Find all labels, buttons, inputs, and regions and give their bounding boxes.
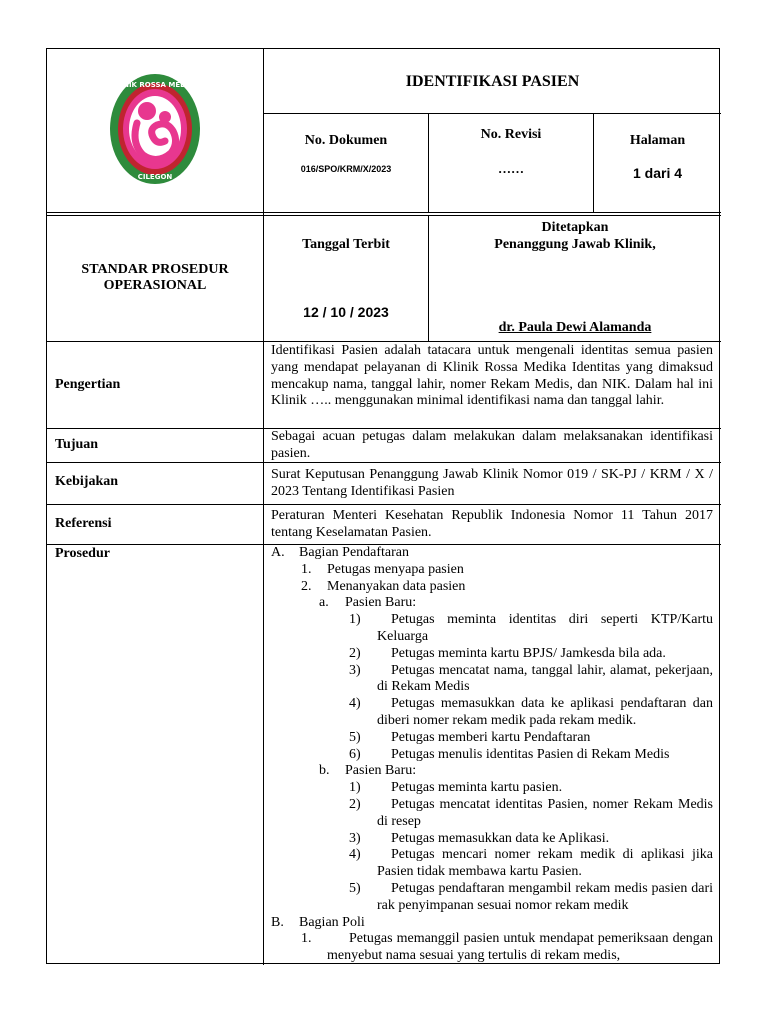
halaman-label: Halaman: [629, 133, 686, 148]
subsection-b-item: [271, 831, 713, 848]
document-title: IDENTIFIKASI PASIEN: [405, 73, 580, 90]
section-b-num: B.: [271, 914, 284, 930]
item-a2-num: 2.: [301, 578, 312, 594]
subsection-b-item-text: Petugas mencatat identitas Pasien, nomer Rekam Medis di resep: [377, 796, 713, 829]
subsection-a-item-num: 4): [349, 696, 361, 712]
subsection-b-list: [271, 780, 713, 914]
item-a2-text: Menanyakan data pasien: [327, 578, 466, 594]
item-a2: [271, 579, 713, 596]
tujuan-text: Sebagai acuan petugas dalam melakukan dalam melaksanakan identifikasi pasien.: [271, 429, 713, 461]
tanggal-terbit-label: Tanggal Terbit: [302, 237, 390, 252]
signer-name: dr. Paula Dewi Alamanda: [498, 320, 652, 335]
prosedur-content: [271, 545, 713, 965]
item-b1-num: 1.: [301, 931, 312, 947]
subsection-b-item: [271, 797, 713, 831]
subsection-b-item-num: 5): [349, 880, 361, 896]
subsection-b-item-num: 4): [349, 847, 361, 863]
no-dokumen-value: 016/SPO/KRM/X/2023: [300, 164, 392, 174]
subsection-a-item-num: 2): [349, 645, 361, 661]
section-b-title: Bagian Poli: [299, 914, 365, 930]
subsection-b-item-text: Petugas memasukkan data ke Aplikasi.: [391, 830, 610, 846]
subsection-a-item: [271, 612, 713, 646]
clinic-logo-icon: [109, 73, 201, 185]
subsection-a-item-num: 6): [349, 746, 361, 762]
subsection-a-item: [271, 646, 713, 663]
subsection-a: [271, 595, 713, 612]
no-revisi-value: ……: [498, 161, 524, 176]
item-a1-text: Petugas menyapa pasien: [327, 561, 464, 577]
subsection-a-item-text: Petugas meminta identitas diri seperti KTP/Kartu Keluarga: [377, 612, 713, 644]
kebijakan-text: Surat Keputusan Penanggung Jawab Klinik Nomor 019 / SK-PJ / KRM / X / 2023 Tentang Identifikasi Pasien: [271, 467, 713, 499]
logo-text-top: KLINIK ROSSA MEDIKA: [110, 81, 200, 89]
item-a1-num: 1.: [301, 561, 312, 577]
subsection-a-item: [271, 663, 713, 697]
tanggal-terbit-value: 12 / 10 / 2023: [303, 304, 389, 320]
subsection-b-item-num: 1): [349, 780, 361, 796]
subsection-a-item-text: Petugas meminta kartu BPJS/ Jamkesda bila ada.: [391, 645, 666, 661]
subsection-a-item-text: Petugas memasukkan data ke aplikasi pendaftaran dan diberi nomer rekam medik pada rekam medik.: [377, 696, 713, 728]
subsection-a-item-num: 5): [349, 729, 361, 745]
title-divider: [263, 113, 721, 114]
no-dokumen-label: No. Dokumen: [304, 133, 388, 148]
subsection-a-list: [271, 612, 713, 763]
penanggung-jawab-label: Penanggung Jawab Klinik,: [494, 237, 656, 252]
header-divider-2: [47, 215, 721, 216]
no-revisi-label: No. Revisi: [480, 127, 542, 142]
subsection-b: [271, 763, 713, 780]
pengertian-label: Pengertian: [55, 377, 121, 392]
subsection-b-title: Pasien Baru:: [345, 763, 417, 779]
row-divider-pengertian: [47, 341, 721, 342]
revisi-divider: [593, 113, 594, 212]
tujuan-label: Tujuan: [55, 437, 99, 452]
subsection-a-num: a.: [319, 595, 329, 611]
subsection-b-item-num: 2): [349, 796, 361, 812]
kebijakan-label: Kebijakan: [55, 474, 119, 489]
referensi-label: Referensi: [55, 516, 112, 531]
subsection-a-item-text: Petugas mencatat nama, tanggal lahir, alamat, pekerjaan, di Rekam Medis: [377, 662, 713, 695]
halaman-value: 1 dari 4: [632, 165, 683, 181]
referensi-text: Peraturan Menteri Kesehatan Republik Indonesia Nomor 11 Tahun 2017 tentang Keselamatan Pasien.: [271, 508, 713, 540]
clinic-logo: [109, 73, 201, 185]
subsection-b-item: [271, 881, 713, 915]
subsection-b-item-text: Petugas mencari nomer rekam medik di aplikasi jika Pasien tidak membawa kartu Pasien.: [377, 847, 713, 880]
subsection-a-item-num: 1): [349, 612, 361, 628]
subsection-b-item-text: Petugas meminta kartu pasien.: [391, 780, 563, 796]
prosedur-label: Prosedur: [55, 546, 110, 561]
subsection-b-item-text: Petugas pendaftaran mengambil rekam medis pasien dari rak penyimpanan sesuai nomor rekam medik: [377, 880, 713, 913]
section-a: [271, 545, 713, 562]
subsection-a-item-text: Petugas memberi kartu Pendaftaran: [391, 729, 591, 745]
subsection-a-item-num: 3): [349, 662, 361, 678]
subsection-a-item: [271, 696, 713, 730]
section-a-num: A.: [271, 545, 285, 560]
ditetapkan-label: Ditetapkan: [541, 220, 609, 235]
subsection-b-item-num: 3): [349, 830, 361, 846]
subsection-a-title: Pasien Baru:: [345, 595, 417, 611]
item-b1-text: Petugas memanggil pasien untuk mendapat pemeriksaan dengan menyebut nama sesuai yang tertulis di rekam medis,: [327, 931, 713, 964]
left-column-divider: [263, 49, 264, 965]
subsection-b-item: [271, 847, 713, 881]
pengertian-text: Identifikasi Pasien adalah tatacara untuk mengenali identitas semua pasien yang mendapat pelayanan di Klinik Rossa Medika Identitas yang dimaksud mencakup nama, tanggal lahir, nomer Rekam Medis, dan NIK. Dalam hal ini Klinik ….. menggunakan minimal identifikasi nama dan tanggal lahir.: [271, 343, 713, 409]
sop-document: [46, 48, 720, 964]
row-divider-referensi: [47, 504, 721, 505]
section-b: [271, 915, 713, 932]
subsection-b-num: b.: [319, 763, 330, 779]
header-divider-1: [47, 212, 721, 213]
sop-label: STANDAR PROSEDUR OPERASIONAL: [81, 262, 229, 293]
subsection-a-item: [271, 730, 713, 747]
section-a-title: Bagian Pendaftaran: [299, 545, 410, 560]
item-a1: [271, 562, 713, 579]
logo-text-bottom: CILEGON: [137, 173, 173, 181]
item-b1: [271, 931, 713, 965]
subsection-a-item: [271, 747, 713, 764]
subsection-a-item-text: Petugas menulis identitas Pasien di Rekam Medis: [391, 746, 670, 762]
subsection-b-item: [271, 780, 713, 797]
